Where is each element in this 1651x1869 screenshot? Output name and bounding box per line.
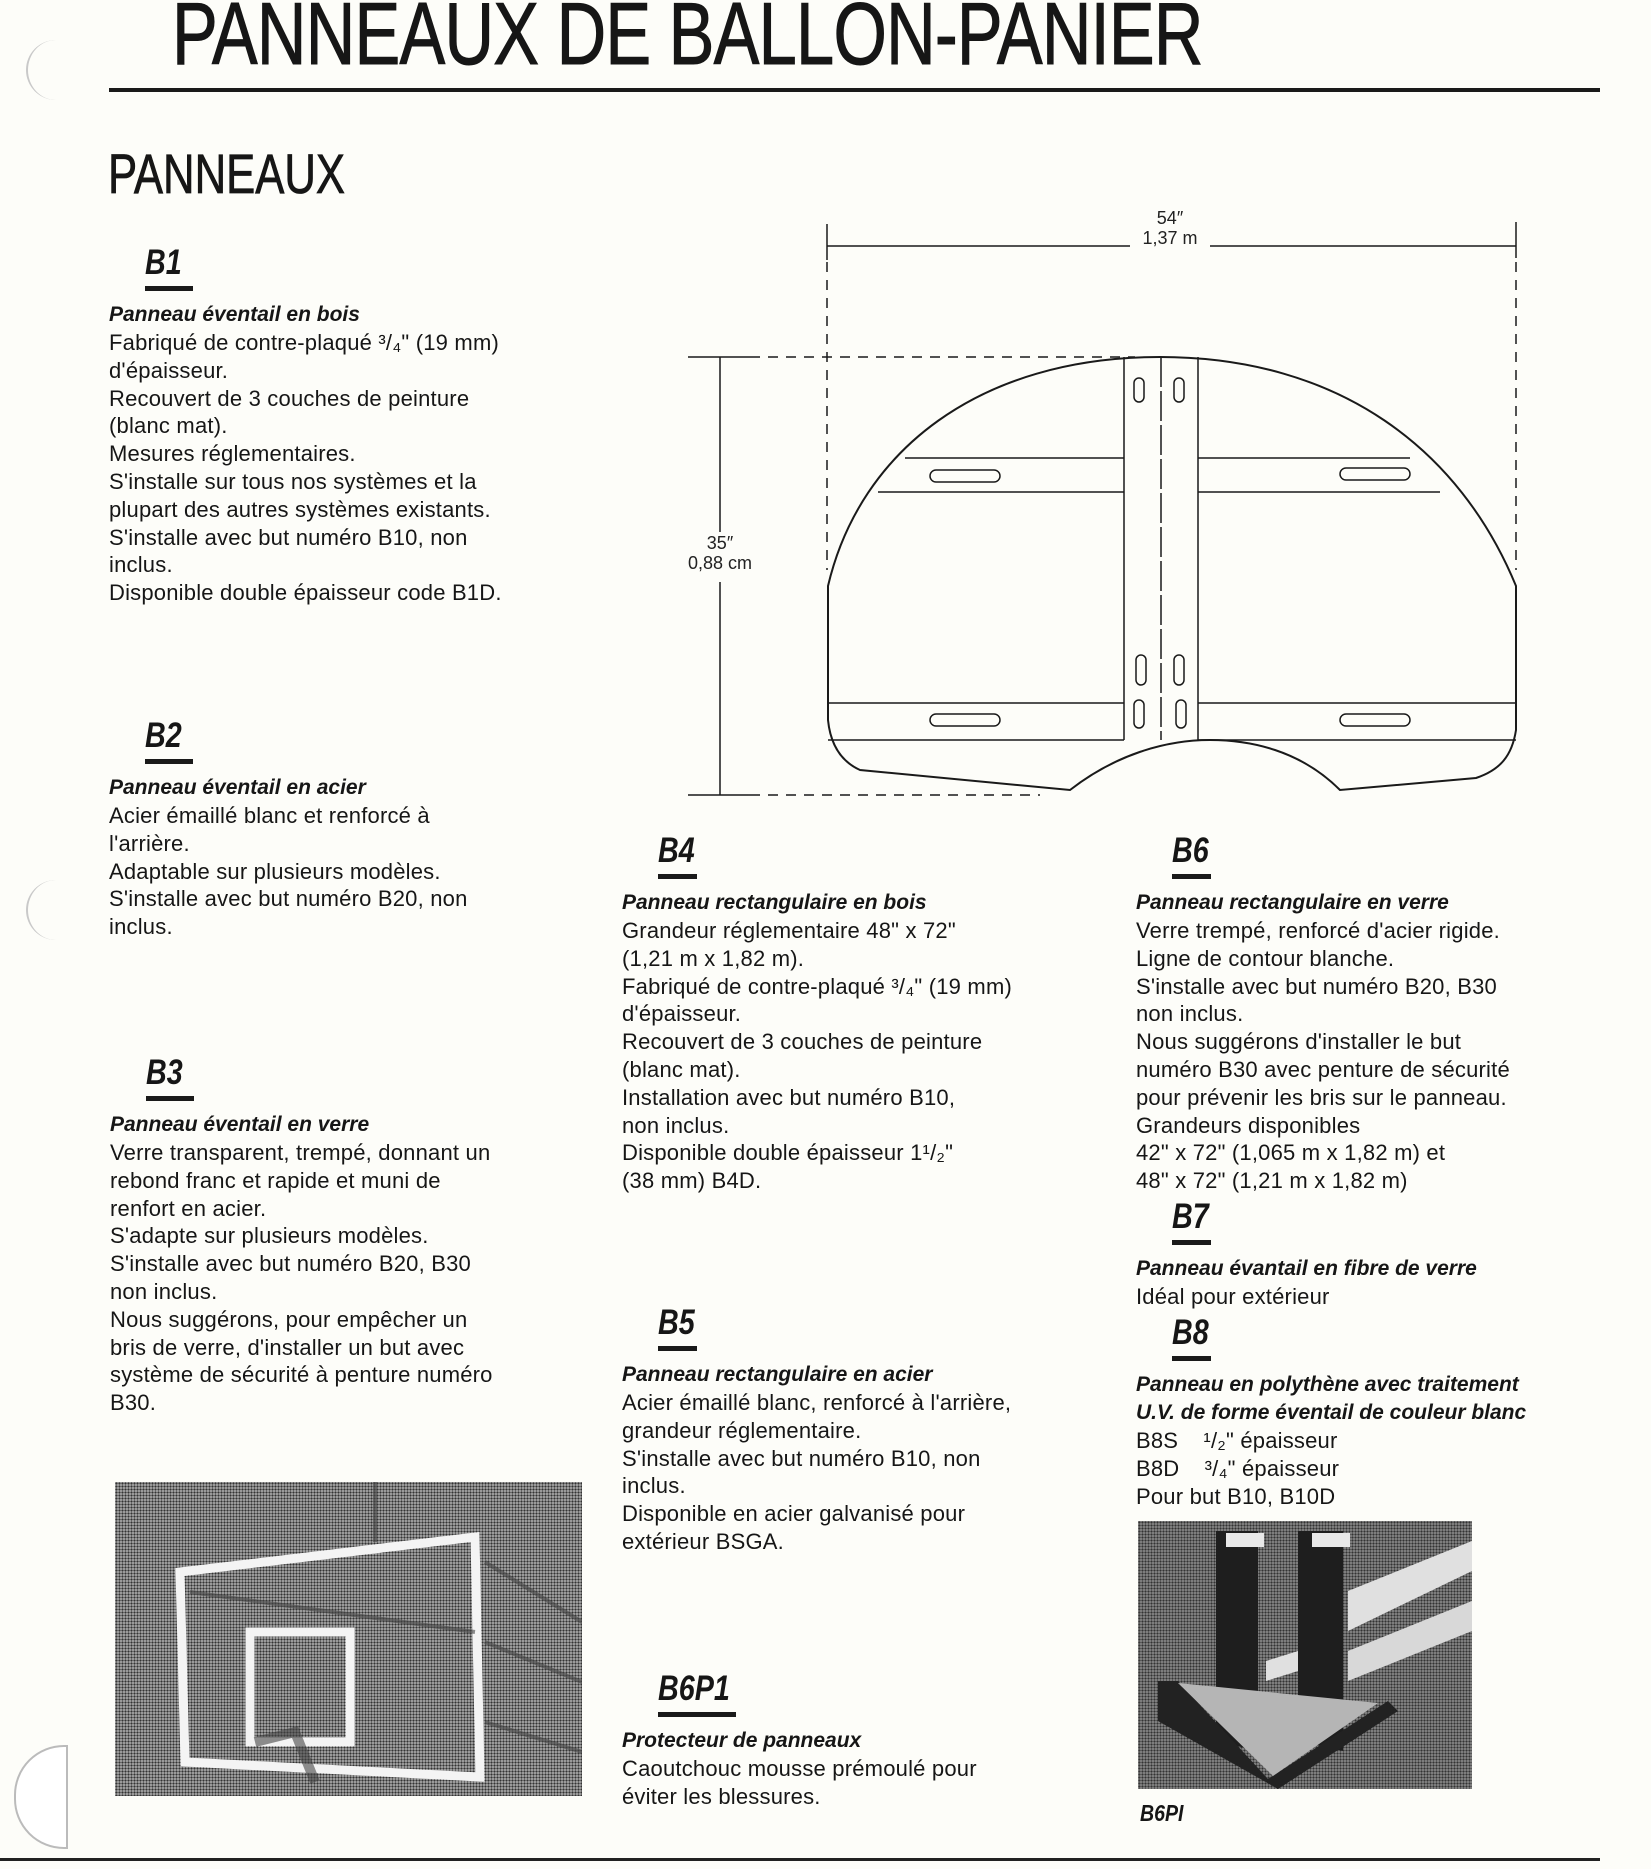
code-underline xyxy=(145,759,193,764)
product-code: B1 xyxy=(145,243,182,282)
description-line: Mesures réglementaires. xyxy=(109,441,356,467)
width-meters: 1,37 m xyxy=(1142,228,1198,248)
description-line: Verre trempé, renforcé d'acier rigide. xyxy=(1136,918,1500,943)
height-inches: 35″ xyxy=(706,533,734,553)
product-b8 xyxy=(1136,1314,1636,1510)
description-line: Nous suggérons, pour empêcher un xyxy=(110,1306,468,1332)
backboard-diagram xyxy=(680,200,1540,810)
product-code: B5 xyxy=(658,1303,695,1342)
product-b6p1 xyxy=(622,1670,1122,1811)
product-description xyxy=(622,1389,1122,1556)
description-line: Disponible double épaisseur code B1D. xyxy=(109,580,502,606)
product-subtitle: Panneau éventail en verre xyxy=(110,1113,370,1136)
mounting-slot xyxy=(1176,700,1186,728)
description-line: Recouvert de 3 couches de peinture xyxy=(622,1029,983,1055)
mounting-slot xyxy=(1174,655,1184,685)
description-line: Recouvert de 3 couches de peinture xyxy=(109,385,470,411)
description-line: Disponible double épaisseur 1¹/₂" xyxy=(622,1140,954,1166)
description-line: Ligne de contour blanche. xyxy=(1136,945,1395,971)
bottom-rule xyxy=(0,1858,1600,1861)
fan-board-outline xyxy=(828,357,1516,790)
description-line: S'installe avec but numéro B20, B30 xyxy=(110,1251,471,1277)
product-b3 xyxy=(110,1054,610,1417)
description-line: (1,21 m x 1,82 m). xyxy=(622,945,805,971)
product-b5 xyxy=(622,1304,1122,1556)
code-underline xyxy=(658,874,697,879)
description-line: S'installe avec but numéro B10, non xyxy=(109,524,468,550)
description-line: (blanc mat). xyxy=(109,413,228,439)
description-line: B8S ¹/₂" épaisseur xyxy=(1136,1428,1338,1453)
description-line: Fabriqué de contre-plaqué ³/₄" (19 mm) xyxy=(109,330,500,355)
description-line: non inclus. xyxy=(110,1278,218,1304)
mounting-slot xyxy=(1134,700,1144,728)
description-line: l'arrière. xyxy=(109,830,190,856)
description-line: Acier émaillé blanc, renforcé à l'arrière, xyxy=(622,1390,1012,1415)
product-subtitle: Panneau éventail en bois xyxy=(109,303,360,326)
code-underline xyxy=(658,1346,697,1351)
description-line: rebond franc et rapide et muni de xyxy=(110,1167,441,1193)
code-underline xyxy=(1172,1356,1211,1361)
description-line: système de sécurité à penture numéro xyxy=(110,1362,493,1388)
mounting-slot xyxy=(1340,468,1410,480)
description-line: S'installe avec but numéro B10, non xyxy=(622,1445,981,1471)
description-line: renfort en acier. xyxy=(110,1195,267,1221)
mounting-slot xyxy=(930,714,1000,726)
description-line: inclus. xyxy=(109,552,173,578)
description-line: 42" x 72" (1,065 m x 1,82 m) et xyxy=(1136,1140,1446,1166)
code-underline xyxy=(146,1096,194,1101)
product-description xyxy=(1136,1283,1636,1311)
product-code: B6 xyxy=(1172,831,1209,870)
code-underline xyxy=(145,286,193,291)
description-line: plupart des autres systèmes existants. xyxy=(109,496,491,522)
description-line: Disponible en acier galvanisé pour xyxy=(622,1501,966,1527)
mounting-slot xyxy=(1134,378,1144,402)
product-code: B6P1 xyxy=(658,1669,730,1708)
description-line: d'épaisseur. xyxy=(622,1001,742,1027)
description-line: Grandeurs disponibles xyxy=(1136,1112,1361,1138)
product-b6 xyxy=(1136,832,1636,1195)
product-description xyxy=(110,1139,610,1417)
page-title: PANNEAUX DE BALLON-PANIER xyxy=(172,0,1203,83)
mounting-slot xyxy=(1340,714,1410,726)
description-line: non inclus. xyxy=(622,1112,730,1138)
product-subtitle: Panneau éventail en acier xyxy=(109,776,366,799)
description-line: non inclus. xyxy=(1136,1001,1244,1027)
protector-photo-caption: B6PI xyxy=(1140,1800,1184,1826)
product-subtitle: Panneau évantail en fibre de verre xyxy=(1136,1257,1477,1280)
mounting-slot xyxy=(1136,655,1146,685)
product-description xyxy=(109,329,609,607)
description-line: (blanc mat). xyxy=(622,1056,741,1082)
width-dimension-label xyxy=(1120,208,1220,248)
code-underline xyxy=(1172,874,1211,879)
code-underline xyxy=(1172,1240,1211,1245)
description-line: inclus. xyxy=(109,914,173,940)
description-line: Caoutchouc mousse prémoulé pour xyxy=(622,1756,977,1781)
description-line: extérieur BSGA. xyxy=(622,1528,784,1554)
description-line: Pour but B10, B10D xyxy=(1136,1483,1336,1509)
subtitle-line: Panneau en polythène avec traitement xyxy=(1136,1373,1519,1396)
product-b4 xyxy=(622,832,1122,1195)
description-line: 48" x 72" (1,21 m x 1,82 m) xyxy=(1136,1168,1408,1194)
backboard-photo-illustration xyxy=(115,1482,582,1796)
description-line: bris de verre, d'installer un but avec xyxy=(110,1334,465,1360)
description-line: B30. xyxy=(110,1390,157,1416)
protector-photo-illustration xyxy=(1138,1521,1472,1789)
description-line: S'adapte sur plusieurs modèles. xyxy=(110,1223,429,1249)
glass-backboard-photo xyxy=(115,1482,582,1796)
product-b2 xyxy=(109,717,609,941)
width-inches: 54″ xyxy=(1156,208,1184,228)
description-line: Nous suggérons d'installer le but xyxy=(1136,1029,1462,1055)
description-line: Grandeur réglementaire 48" x 72" xyxy=(622,918,956,943)
description-line: numéro B30 avec penture de sécurité xyxy=(1136,1056,1510,1082)
description-line: Idéal pour extérieur xyxy=(1136,1284,1330,1309)
description-line: Fabriqué de contre-plaqué ³/₄" (19 mm) xyxy=(622,973,1013,999)
product-subtitle: Panneau rectangulaire en verre xyxy=(1136,891,1449,914)
product-code: B8 xyxy=(1172,1313,1209,1352)
panel-protector-photo xyxy=(1138,1521,1472,1789)
height-cm: 0,88 cm xyxy=(687,553,753,573)
product-subtitle xyxy=(1136,1371,1636,1427)
height-dimension-label xyxy=(670,533,770,573)
binder-hole xyxy=(26,40,68,100)
description-line: Installation avec but numéro B10, xyxy=(622,1084,956,1110)
code-underline xyxy=(658,1712,736,1717)
description-line: grandeur réglementaire. xyxy=(622,1417,862,1443)
description-line: B8D ³/₄" épaisseur xyxy=(1136,1455,1340,1481)
description-line: S'installe avec but numéro B20, B30 xyxy=(1136,973,1497,999)
product-description xyxy=(622,1755,1122,1811)
description-line: inclus. xyxy=(622,1473,686,1499)
product-b1 xyxy=(109,244,609,607)
binder-hole xyxy=(26,880,68,940)
product-description xyxy=(109,802,609,941)
mounting-slot xyxy=(1174,378,1184,402)
product-code: B7 xyxy=(1172,1197,1209,1236)
product-description xyxy=(1136,1427,1636,1510)
product-b7 xyxy=(1136,1198,1636,1311)
description-line: Adaptable sur plusieurs modèles. xyxy=(109,858,441,884)
title-rule xyxy=(109,88,1600,92)
description-line: Acier émaillé blanc et renforcé à xyxy=(109,803,430,828)
description-line: S'installe avec but numéro B20, non xyxy=(109,886,468,912)
description-line: pour prévenir les bris sur le panneau. xyxy=(1136,1084,1507,1110)
product-description xyxy=(622,917,1122,1195)
description-line: S'installe sur tous nos systèmes et la xyxy=(109,468,477,494)
product-code: B2 xyxy=(145,716,182,755)
subtitle-line: U.V. de forme éventail de couleur blanc xyxy=(1136,1401,1527,1424)
description-line: Verre transparent, trempé, donnant un xyxy=(110,1140,491,1165)
description-line: (38 mm) B4D. xyxy=(622,1168,762,1194)
mounting-slot xyxy=(930,470,1000,482)
product-code: B3 xyxy=(146,1053,183,1092)
section-title: PANNEAUX xyxy=(108,142,346,205)
product-subtitle: Protecteur de panneaux xyxy=(622,1729,862,1752)
product-code: B4 xyxy=(658,831,695,870)
product-subtitle: Panneau rectangulaire en bois xyxy=(622,891,927,914)
product-subtitle: Panneau rectangulaire en acier xyxy=(622,1363,933,1386)
binder-hole xyxy=(14,1745,68,1849)
product-description xyxy=(1136,917,1636,1195)
description-line: éviter les blessures. xyxy=(622,1783,821,1809)
description-line: d'épaisseur. xyxy=(109,357,229,383)
